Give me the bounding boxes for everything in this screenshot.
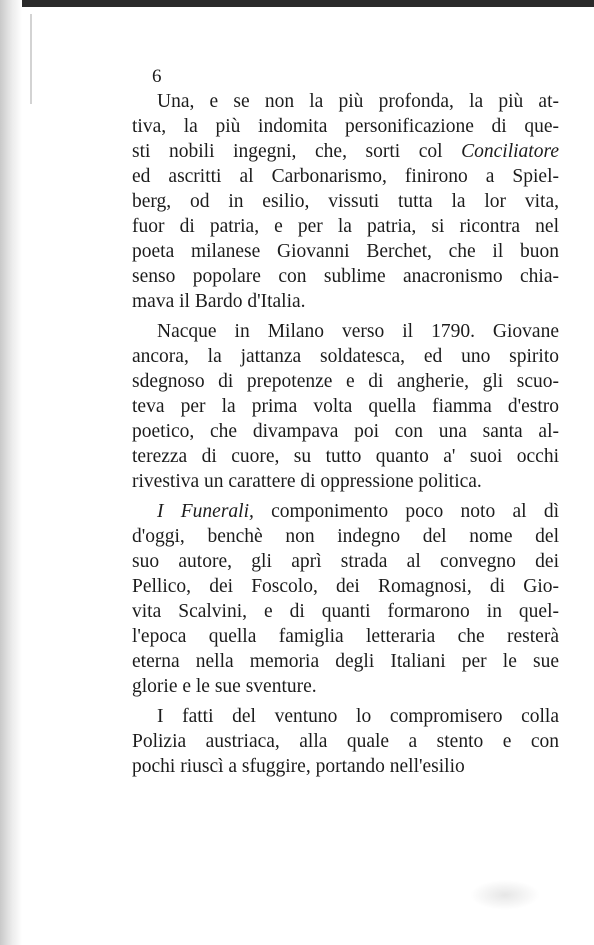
text-run: berg, od in esilio, vissuti tutta la lor vita, [132,191,559,212]
paper-stain [470,880,540,910]
text-run: teva per la prima volta quella fiamma d'estro [132,396,559,417]
page-number: 6 [152,66,162,87]
text-line [132,164,559,189]
paragraph [132,89,559,314]
text-line [132,319,559,344]
paragraph [132,499,559,699]
text-line [132,524,559,549]
text-line [132,469,559,494]
text-line [132,239,559,264]
page-crease [30,14,32,104]
text-line [132,394,559,419]
scan-top-border [0,0,594,7]
text-line [132,369,559,394]
text-line [132,114,559,139]
text-line [132,649,559,674]
paragraph [132,704,559,779]
text-run: pochi riuscì a sfuggire, portando nell'esilio [132,756,465,777]
text-line [132,704,559,729]
scan-binding-shadow [0,0,22,945]
text-run: suo autore, gli aprì strada al convegno dei [132,551,559,572]
text-run: vita Scalvini, e di quanti formarono in quel- [132,601,559,622]
text-run: mava il Bardo d'Italia. [132,291,306,312]
text-line [132,624,559,649]
text-line [132,344,559,369]
text-run: I fatti del ventuno lo compromisero colla [157,706,559,727]
text-run: tiva, la più indomita personificazione di que- [132,116,559,137]
text-run: poetico, che divampava poi con una santa al- [132,421,559,442]
text-run: Polizia austriaca, alla quale a stento e con [132,731,559,752]
text-run: d'oggi, benchè non indegno del nome del [132,526,559,547]
text-line [132,754,559,779]
text-run: ed ascritti al Carbonarismo, finirono a Spiel- [132,166,559,187]
text-line [132,264,559,289]
text-run: rivestiva un carattere di oppressione politica. [132,471,482,492]
text-line [132,549,559,574]
italic-title: I Funerali, [157,501,254,522]
text-run: eterna nella memoria degli Italiani per le sue [132,651,559,672]
text-run: sti nobili ingegni, che, sorti col [132,141,462,162]
text-line [132,214,559,239]
text-line [132,674,559,699]
text-line [132,189,559,214]
text-run: Una, e se non la più profonda, la più at- [157,91,559,112]
text-run: fuor di patria, e per la patria, si ricontra nel [132,216,559,237]
text-line [132,139,559,164]
text-run: glorie e le sue sventure. [132,676,317,697]
text-run: l'epoca quella famiglia letteraria che resterà [132,626,559,647]
text-line [132,444,559,469]
text-run: Nacque in Milano verso il 1790. Giovane [157,321,559,342]
paragraph [132,319,559,494]
text-line [132,499,559,524]
text-line [132,599,559,624]
text-run: componimento poco noto al dì [253,501,559,522]
text-run: terezza di cuore, su tutto quanto a' suoi occhi [132,446,559,467]
text-line [132,89,559,114]
text-line [132,729,559,754]
text-run: sdegnoso di prepotenze e di angherie, gli scuo- [132,371,559,392]
italic-title: Conciliatore [461,141,559,162]
text-run: ancora, la jattanza soldatesca, ed uno spirito [132,346,559,367]
text-line [132,419,559,444]
text-line [132,289,559,314]
text-run: senso popolare con sublime anacronismo chia- [132,266,559,287]
text-run: Pellico, dei Foscolo, dei Romagnosi, di Gio- [132,576,559,597]
text-run: poeta milanese Giovanni Berchet, che il buon [132,241,559,262]
body-text [132,89,559,779]
text-line [132,574,559,599]
